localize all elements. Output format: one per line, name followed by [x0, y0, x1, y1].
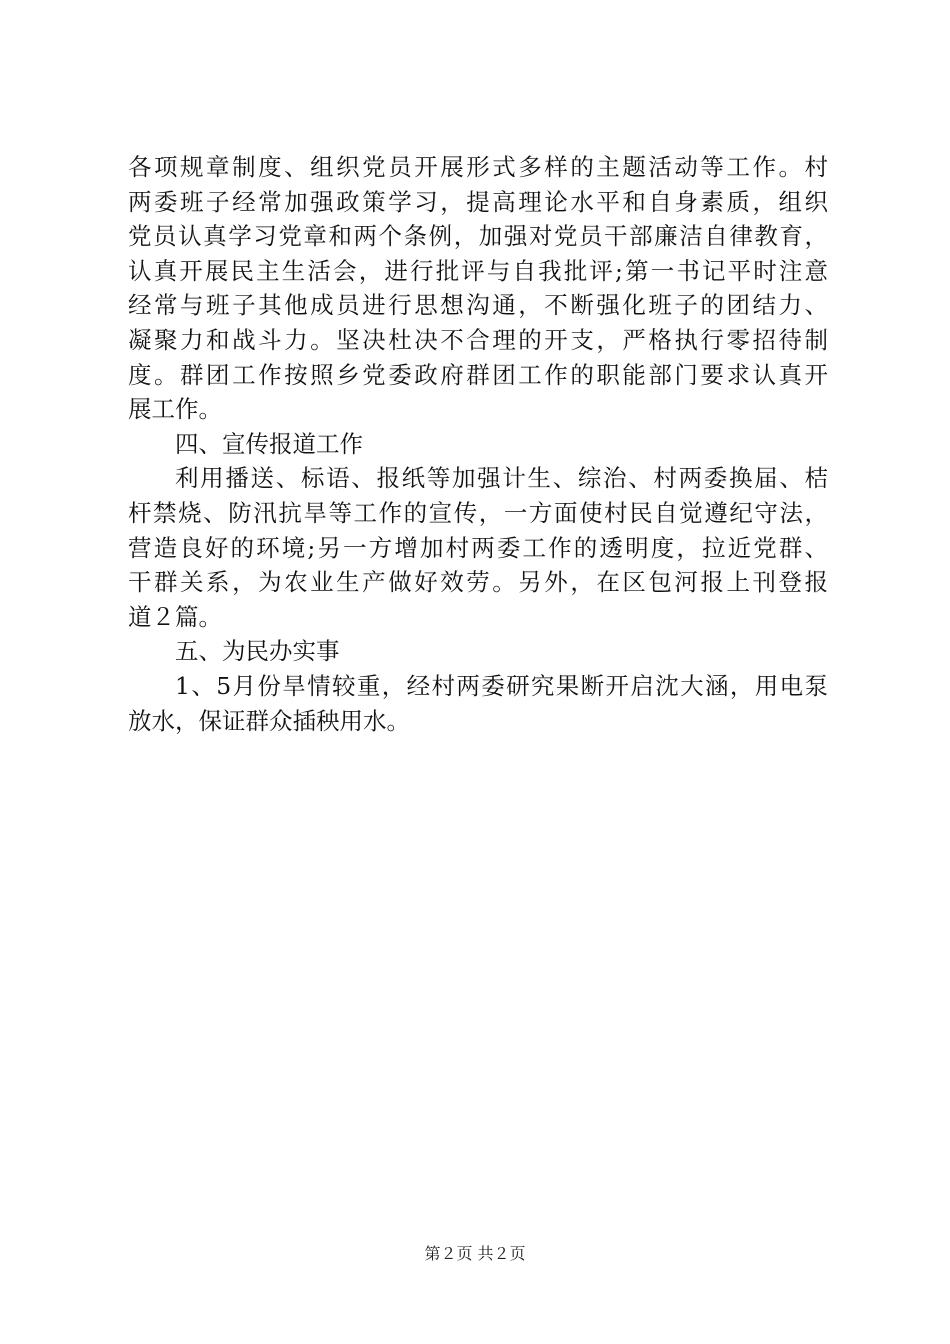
text-line: 认真开展民主生活会，进行批评与自我批评;第一书记平时注意: [128, 256, 828, 285]
page-number-footer: 第２页 共２页: [424, 1244, 526, 1263]
text-line: 道２篇。: [128, 602, 222, 631]
text-line: 党员认真学习党章和两个条例，加强对党员干部廉洁自律教育，: [128, 222, 828, 251]
text-line: 干群关系，为农业生产做好效劳。另外，在区包河报上刊登报: [128, 568, 828, 597]
section-heading-public-service: 五、为民办实事: [175, 637, 340, 666]
paragraph-public-service: [128, 669, 828, 738]
text-line: 凝聚力和战斗力。坚决杜决不合理的开支，严格执行零招待制: [128, 325, 828, 354]
paragraph-publicity: [128, 461, 828, 634]
text-line: 杆禁烧、防汛抗旱等工作的宣传，一方面使村民自觉遵纪守法，: [128, 498, 828, 527]
text-line: 展工作。: [128, 395, 222, 424]
text-line: 营造良好的环境;另一方增加村两委工作的透明度，拉近党群、: [128, 533, 828, 562]
text-line: 经常与班子其他成员进行思想沟通，不断强化班子的团结力、: [128, 291, 828, 320]
document-body: [128, 150, 828, 738]
paragraph-organization: [128, 150, 828, 427]
text-line: 利用播送、标语、报纸等加强计生、综治、村两委换届、桔: [175, 464, 828, 493]
text-line: 各项规章制度、组织党员开展形式多样的主题活动等工作。村: [128, 153, 828, 181]
section-heading-publicity: 四、宣传报道工作: [175, 429, 363, 458]
text-line: 放水，保证群众插秧用水。: [128, 706, 410, 735]
text-line: 两委班子经常加强政策学习，提高理论水平和自身素质，组织: [128, 187, 828, 216]
text-line: 1、5月份旱情较重，经村两委研究果断开启沈大涵，用电泵: [175, 671, 828, 700]
text-line: 度。群团工作按照乡党委政府群团工作的职能部门要求认真开: [128, 360, 828, 389]
